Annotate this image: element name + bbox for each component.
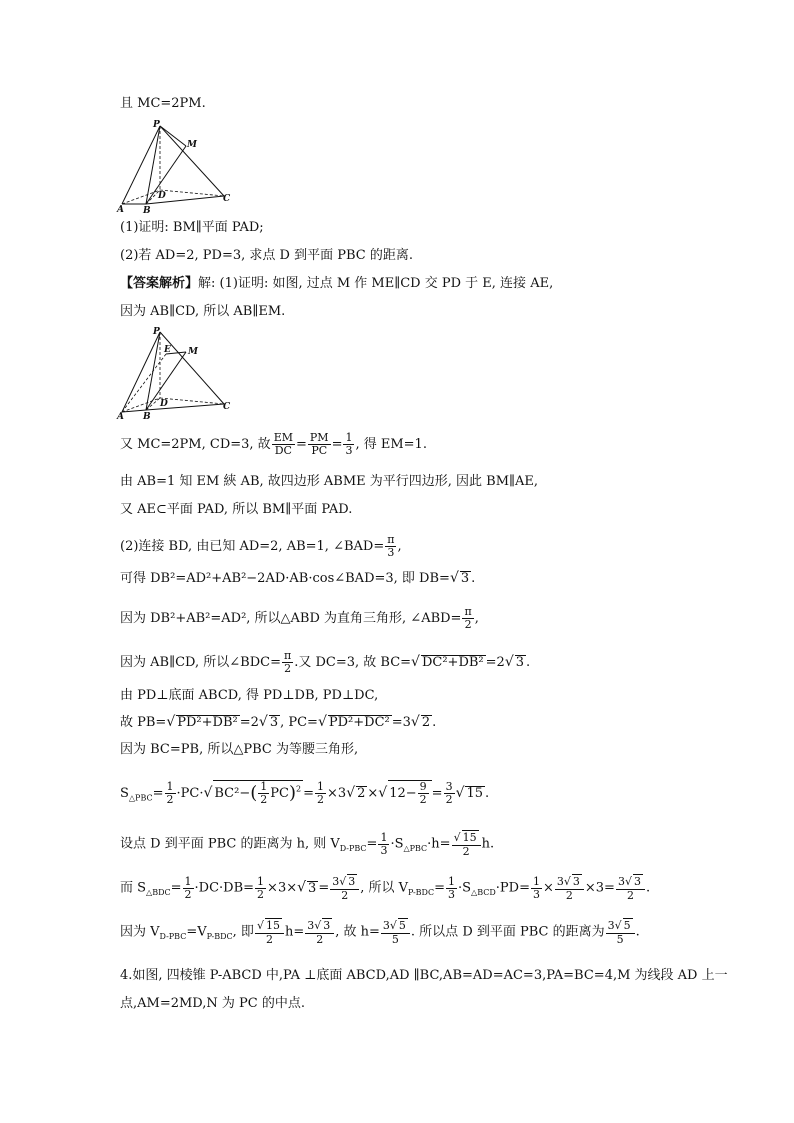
answer-line-15: 而 $S_{\triangle BDC}=$ $\frac{1}{2}$ ·DC·DB= $\frac{1}{2}$ ×3×√ 3 = $\frac{3√ 3}{2}$ , 所以 $V_{P-BDC}=$ $\frac{1}{3}$ $\cdot S_{\triangle BCD}\cdot PD=$ $\frac{1}{3}$ × $\frac{3√ 3}{2}$ ×3= $\frac{3√ 3}{2}$ .: [120, 874, 651, 902]
answer-line-12: 因为 BC=PB, 所以△PBC 为等腰三角形,: [120, 742, 359, 757]
pyramid-figure-2: [116, 326, 236, 420]
question-1: (1)证明: BM∥平面 PAD;: [120, 220, 264, 235]
answer-line-11: 故 PB=√ PD²+DB² =2√ 3 , PC=√ PD²+DC² =3√ 2 .: [120, 714, 437, 730]
label-P: P: [153, 120, 160, 130]
question-4-line-1: 4.如图, 四棱锥 P-ABCD 中,PA ⊥底面 ABCD,AD ∥BC,AB=AD=AC=3,PA=BC=4,M 为线段 AD 上一: [120, 968, 728, 983]
answer-line-7: 可得 DB²=AD²+AB²−2AD·AB·cos∠BAD=3, 即 DB=√ 3 .: [120, 570, 476, 586]
question-4-line-2: 点,AM=2MD,N 为 PC 的中点.: [120, 996, 305, 1011]
answer-line-9: 因为 AB∥CD, 所以∠BDC= $\frac{\pi}{2}$ .又 DC=3, 故 BC=√ DC²+DB² =2√ 3 .: [120, 649, 531, 675]
answer-line-3: 又 MC=2PM, CD=3, 故 $\frac{EM}{DC}$ = $\frac{PM}{PC}$ = $\frac{1}{3}$ , 得 EM=1.: [120, 431, 427, 457]
label-D: D: [160, 399, 168, 409]
label-E: E: [164, 345, 171, 355]
pyramid-figure-1: [116, 118, 236, 214]
question-2: (2)若 AD=2, PD=3, 求点 D 到平面 PBC 的距离.: [120, 248, 413, 263]
answer-tag: 【答案解析】: [120, 276, 199, 291]
answer-line-13: $S_{\triangle PBC}=$ $\frac{1}{2}$ ·PC·√ BC²−( $\frac{1}{2}$ PC)$^2$ = $\frac{1}{2}$ ×3√ 2 ×√ 12− $\frac{9}{2}$ = $\frac{3}{2}$ √ 15 .: [120, 780, 490, 806]
answer-line-5: 又 AE⊂平面 PAD, 所以 BM∥平面 PAD.: [120, 502, 353, 517]
answer-line-16: 因为 $V_{D-PBC}=V_{P-BDC}$, 即 $\frac{√ 15}{2}$ h= $\frac{3√ 3}{2}$ , 故 h= $\frac{3√ 5}{5}$ . 所以点 D 到平面 PBC 的距离为 $\frac{3√ 5}{5}$ .: [120, 919, 640, 946]
label-C: C: [223, 402, 231, 412]
answer-line-10: 由 PD⊥底面 ABCD, 得 PD⊥DB, PD⊥DC,: [120, 688, 379, 703]
label-A: A: [117, 205, 124, 214]
label-C: C: [223, 194, 231, 204]
label-P: P: [153, 327, 160, 337]
label-B: B: [143, 412, 151, 420]
answer-line-2: 因为 AB∥CD, 所以 AB∥EM.: [120, 304, 286, 319]
label-D: D: [158, 191, 166, 201]
answer-line-14: 设点 D 到平面 PBC 的距离为 h, 则 $V_{D-PBC}=$ $\frac{1}{3}$ $\cdot S_{\triangle PBC}\cdot h=$ $\frac{√ 15}{2}$ h.: [120, 830, 495, 858]
label-B: B: [143, 206, 151, 214]
answer-line-4: 由 AB=1 知 EM 綊 AB, 故四边形 ABME 为平行四边形, 因此 BM∥AE,: [120, 474, 539, 489]
label-A: A: [117, 412, 124, 420]
intro-text: 且 MC=2PM.: [120, 96, 206, 111]
answer-line-8: 因为 DB²+AB²=AD², 所以△ABD 为直角三角形, ∠ABD= $\frac{\pi}{2}$ ,: [120, 605, 479, 631]
answer-line-1: 【答案解析】解: (1)证明: 如图, 过点 M 作 ME∥CD 交 PD 于 E, 连接 AE,: [120, 276, 554, 291]
label-M: M: [187, 140, 197, 150]
answer-line-6: (2)连接 BD, 由已知 AD=2, AB=1, ∠BAD= $\frac{\pi}{3}$ ,: [120, 533, 402, 559]
label-M: M: [188, 347, 198, 357]
